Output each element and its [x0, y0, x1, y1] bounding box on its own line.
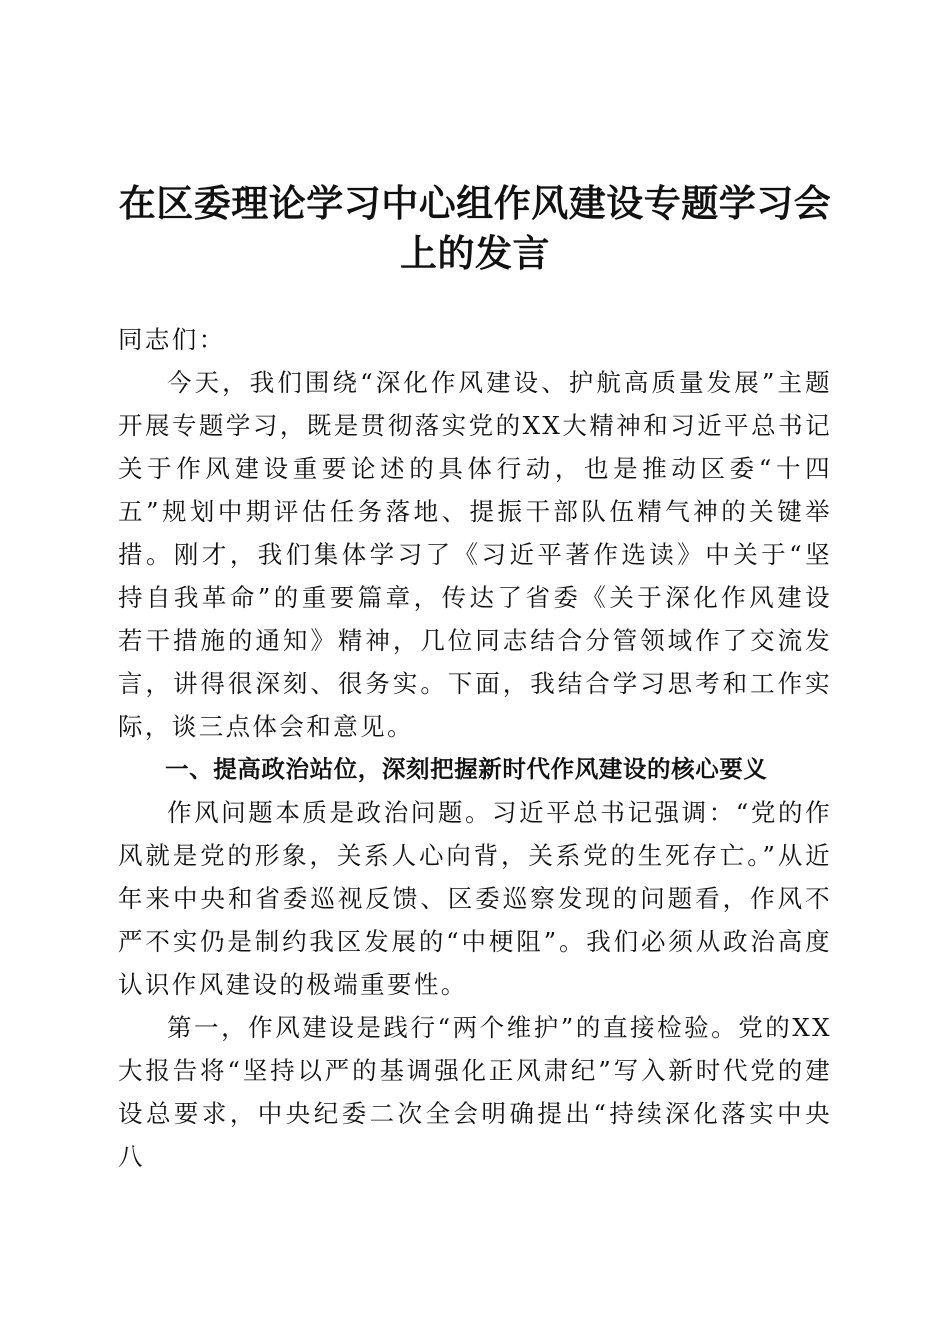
section-paragraph: 第一，作风建设是践行“两个维护”的直接检验。党的XX大报告将“坚持以严的基调强化正风肃纪”写入新时代党的建设总要求，中央纪委二次全会明确提出“持续深化落实中央八: [118, 1013, 832, 1171]
section-heading: 一、提高政治站位，深刻把握新时代作风建设的核心要义: [165, 755, 768, 783]
intro-paragraph: 今天，我们围绕“深化作风建设、护航高质量发展”主题开展专题学习，既是贯彻落实党的XX大精神和习近平总书记关于作风建设重要论述的具体行动，也是推动区委“十四五”规划中期评估任务落地、提振干部队伍精气神的关键举措。刚才，我们集体学习了《习近平著作选读》中关于“坚持自我革命”的重要篇章，传达了省委《关于深化作风建设若干措施的通知》精神，几位同志结合分管领域作了交流发言，讲得很深刻、很务实。下面，我结合学习思考和工作实际，谈三点体会和意见。: [118, 368, 832, 741]
document-title: 在区委理论学习中心组作风建设专题学习会上的发言: [118, 181, 832, 275]
section-paragraph: 作风问题本质是政治问题。习近平总书记强调：“党的作风就是党的形象，关系人心向背，关系党的生死存亡。”从近年来中央和省委巡视反馈、区委巡察发现的问题看，作风不严不实仍是制约我区发展的“中梗阻”。我们必须从政治高度认识作风建设的极端重要性。: [118, 798, 832, 999]
salutation: 同志们：: [118, 325, 226, 354]
document-body: [118, 318, 832, 1178]
